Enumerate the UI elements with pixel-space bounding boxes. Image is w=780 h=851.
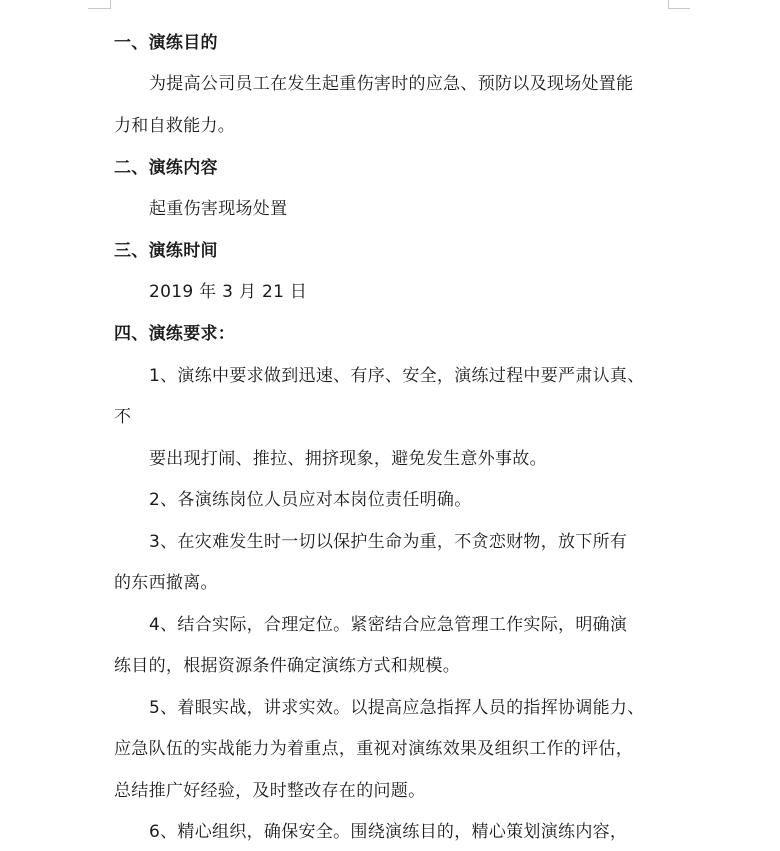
paragraph-line: 1、演练中要求做到迅速、有序、安全，演练过程中要严肃认真、 — [149, 366, 645, 386]
section-heading-requirements: 四、演练要求： — [114, 324, 236, 344]
paragraph-line: 3、在灾难发生时一切以保护生命为重，不贪恋财物，放下所有 — [149, 532, 628, 552]
paragraph-line: 力和自救能力。 — [114, 116, 236, 136]
paragraph-line: 要出现打闹、推拉、拥挤现象，避免发生意外事故。 — [149, 449, 547, 469]
paragraph-line: 2、各演练岗位人员应对本岗位责任明确。 — [149, 490, 472, 510]
paragraph-line: 为提高公司员工在发生起重伤害时的应急、预防以及现场处置能 — [149, 74, 634, 94]
crop-mark-top-right — [668, 8, 690, 9]
paragraph-line: 的东西撤离。 — [114, 573, 218, 593]
section-heading-content: 二、演练内容 — [114, 158, 218, 178]
paragraph-line: 应急队伍的实战能力为着重点，重视对演练效果及组织工作的评估， — [114, 739, 633, 759]
crop-mark-top-left — [88, 8, 110, 9]
section-heading-time: 三、演练时间 — [114, 241, 218, 261]
paragraph-line: 4、结合实际，合理定位。紧密结合应急管理工作实际，明确演 — [149, 615, 628, 635]
paragraph-line: 总结推广好经验，及时整改存在的问题。 — [114, 781, 426, 801]
paragraph-line: 不 — [114, 407, 132, 427]
paragraph-line: 练目的，根据资源条件确定演练方式和规模。 — [114, 656, 460, 676]
paragraph-line: 2019 年 3 月 21 日 — [149, 282, 308, 302]
paragraph-line: 起重伤害现场处置 — [149, 199, 288, 219]
crop-mark-top-right — [668, 0, 669, 9]
section-heading-purpose: 一、演练目的 — [114, 33, 218, 53]
paragraph-line: 6、精心组织，确保安全。围绕演练目的，精心策划演练内容， — [149, 822, 628, 842]
paragraph-line: 5、着眼实战，讲求实效。以提高应急指挥人员的指挥协调能力、 — [149, 698, 645, 718]
crop-mark-top-left — [110, 0, 111, 9]
